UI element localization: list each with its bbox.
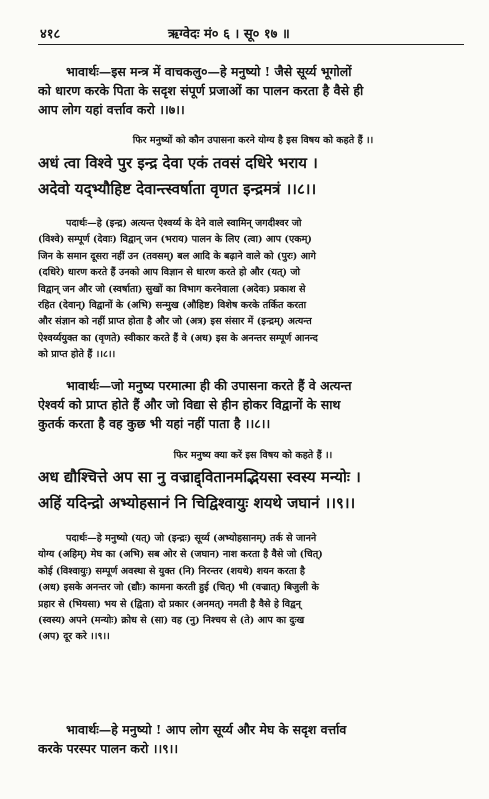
verse-line: अध द्यौश्चित्ते अप सा नु वज्राद्द्वितानमद्भियसा स्वस्य मन्योः । [38, 468, 361, 486]
text-line: जो मनुष्य परमात्मा ही की उपासना करते हैं वे अत्यन्त [111, 378, 352, 393]
text-line: रहित (देवान्) विद्वानों के (अभि) सन्मुख (औहिष्ट) विशेष करके तर्कित करता [38, 300, 307, 312]
text-line: (अप) दूर करे ।।९।। [38, 631, 110, 643]
text-line: (अध) इसके अनन्तर जो (द्यौः) कामना करती हुई (चित्) भी (वज्रात्) बिजुली के [38, 582, 319, 594]
padartha-label: पदार्थः— [66, 533, 97, 544]
padartha-label: पदार्थः— [66, 218, 97, 229]
mantra-9 [38, 464, 468, 516]
text-line: ऐश्वर्य को प्राप्त होते हैं और जो विद्या से हीन होकर विद्वानों के साथ [38, 397, 341, 412]
verse-line: अदेवो यद्भ्यौहिष्ट देवान्त्स्वर्षाता वृणत इन्द्रमत्रं ।।८।। [38, 180, 317, 198]
text-line: को धारण करके पिता के सदृश संपूर्ण प्रजाओं का पालन करता है वैसे ही [38, 83, 364, 98]
running-title: ऋग्वेदः मं० ६ । सू० १७ ॥ [168, 27, 290, 42]
verse-line: अधं त्वा विश्वे पुर इन्द्र देवा एकं तवसं दधिरे भराय । [38, 154, 318, 172]
text-line: (विश्वे) सम्पूर्ण (देवाः) विद्वान् जन (भराय) पालन के लिए (त्वा) आप (एकम्) [38, 234, 312, 246]
text-line: (स्वस्य) अपने (मन्योः) क्रोध से (सा) वह (नु) निश्चय से (ते) आप का दुःख [38, 615, 305, 627]
verse-line: अहिं यदिन्द्रो अभ्योहसानं नि चिद्विश्वायुः शयथे जघानं ।।९।। [38, 494, 356, 512]
bhavartha-label: भावार्थः— [66, 722, 112, 737]
page-number: ४१८ [40, 27, 61, 42]
header-rule [38, 44, 464, 45]
text-line: हे मनुष्यो (यत्) जो (इन्द्रः) सूर्य्य (अभ्योहसानम्) तर्क से जानने [96, 533, 317, 544]
bhavartha-8 [38, 376, 468, 433]
text-line: हे मनुष्यो ! आप लोग सूर्य्य और मेघ के सदृश वर्त्ताव [111, 722, 347, 737]
padartha-8 [38, 216, 468, 364]
mantra-8 [38, 150, 468, 202]
bhavartha-7 [38, 62, 468, 119]
section-intro: फिर मनुष्य क्या करें इस विषय को कहते हैं ।। [173, 450, 333, 461]
text-line: (दधिरे) धारण करते हैं उनको आप विज्ञान से धारण करते हो और (यत्) जो [38, 267, 300, 279]
text-line: हे (इन्द्र) अत्यन्त ऐश्वर्य्य के देने वाले स्वामिन् जगदीश्वर जो [96, 218, 302, 229]
text-line: इस मन्त्र में वाचकलु०—हे मनुष्यो ! जैसे सूर्य्य भूगोलों [111, 64, 352, 79]
text-line: कोई (विश्वायुः) सम्पूर्ण अवस्था से युक्त (नि) निरन्तर (शयथे) शयन करता है [38, 565, 306, 577]
bhavartha-label: भावार्थः— [66, 64, 112, 79]
text-line: विद्वान् जन और जो (स्वर्षाता) सुखों का विभाग करनेवाला (अदेवः) प्रकाश से [38, 283, 306, 295]
page-header [40, 24, 460, 44]
bhavartha-9 [38, 720, 468, 758]
text-line: को प्राप्त होते हैं ।।८।। [38, 349, 116, 361]
text-line: कुतर्क करता है वह कुछ भी यहां नहीं पाता है ।।८।। [38, 416, 271, 431]
text-line: जिन के समान दूसरा नहीं उन (तवसम्) बल आदि के बढ़ाने वाले को (पुरः) आगे [38, 250, 316, 262]
text-line: आप लोग यहां वर्त्ताव करो ।।७।। [38, 102, 185, 117]
bhavartha-label: भावार्थः— [66, 378, 112, 393]
text-line: ऐश्वर्य्ययुक्त का (वृणते) स्वीकार करते हैं वे (अध) इस के अनन्तर सम्पूर्ण आनन्द [38, 332, 318, 344]
section-intro: फिर मनुष्यों को कौन उपासना करने योग्य है इस विषय को कहते हैं ।। [132, 135, 374, 146]
padartha-9 [38, 531, 468, 646]
text-line: करके परस्पर पालन करो ।।९।। [38, 741, 179, 756]
text-line: प्रहार से (भियसा) भय से (द्विता) दो प्रकार (अनमत्) नमती है वैसे हे विद्वन् [38, 598, 301, 610]
text-line: योग्य (अहिम्) मेघ का (अभि) सब ओर से (जघान) नाश करता है वैसे जो (चित्) [38, 549, 323, 561]
text-line: और संज्ञान को नहीं प्राप्त होता है और जो (अत्र) इस संसार में (इन्द्रम्) अत्यन्त [38, 316, 312, 328]
